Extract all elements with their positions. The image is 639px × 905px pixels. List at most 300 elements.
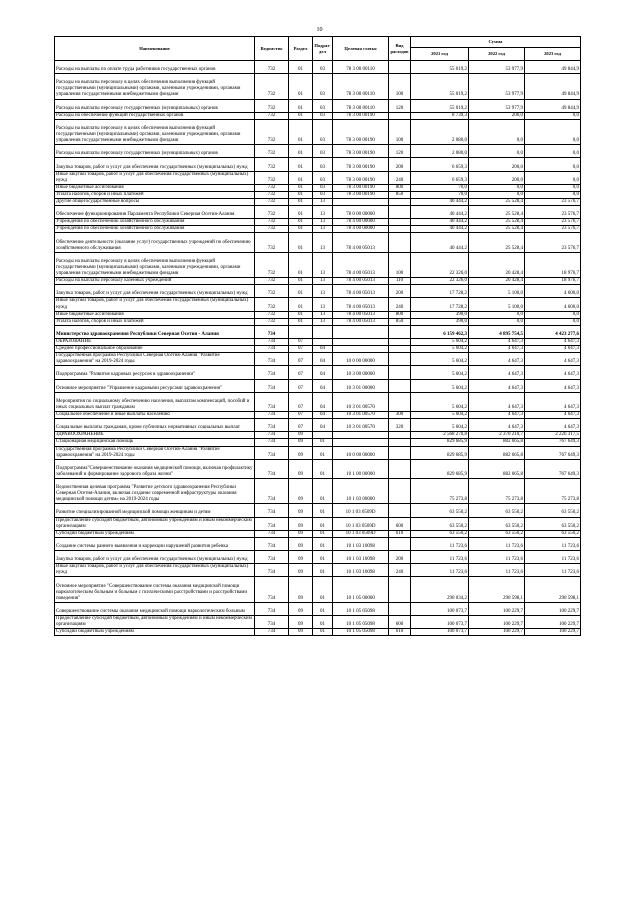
cell-2023: 4 647,3 (525, 379, 581, 392)
cell-ministry: 732 (255, 171, 289, 184)
table-row (55, 318, 581, 325)
cell-exptype (389, 459, 411, 478)
cell-exptype: 120 (389, 145, 411, 158)
cell-2023: 767 649,3 (525, 439, 581, 446)
cell-target (333, 439, 389, 446)
table-row (55, 99, 581, 112)
cell-name: Уплата налогов, сборов и иных платежей (55, 318, 255, 325)
table-row (55, 629, 581, 636)
cell-target: 10 3 01 00570 (333, 392, 389, 411)
cell-2022: 100 229,7 (469, 629, 525, 636)
cell-2021: 6 659,3 (411, 158, 469, 171)
cell-subsection: 01 (313, 537, 333, 550)
cell-subsection: 04 (313, 366, 333, 379)
cell-subsection: 04 (313, 346, 333, 353)
cell-section: 09 (289, 551, 313, 564)
cell-2021: 17 728,2 (411, 298, 469, 311)
cell-section: 09 (289, 459, 313, 478)
cell-exptype: 800 (389, 184, 411, 191)
cell-2023: 4 647,3 (525, 366, 581, 379)
cell-ministry: 732 (255, 61, 289, 74)
cell-2023: 0,0 (525, 171, 581, 184)
cell-target (333, 339, 389, 346)
cell-2022: 5 100,0 (469, 298, 525, 311)
cell-2021: 5 604,2 (411, 419, 469, 432)
cell-ministry: 734 (255, 564, 289, 577)
cell-ministry: 734 (255, 339, 289, 346)
cell-exptype: 100 (389, 74, 411, 99)
cell-2023: 0,0 (525, 311, 581, 318)
cell-section: 01 (289, 184, 313, 191)
cell-section: 01 (289, 99, 313, 112)
cell-target: 10 1 03 10098 (333, 537, 389, 550)
table-row (55, 564, 581, 577)
cell-2022: 4 647,3 (469, 366, 525, 379)
cell-target: 10 1 03 00000 (333, 479, 389, 504)
cell-2022: 0,0 (469, 184, 525, 191)
cell-exptype: 850 (389, 191, 411, 198)
cell-section: 09 (289, 629, 313, 636)
cell-section: 01 (289, 206, 313, 219)
cell-ministry: 732 (255, 158, 289, 171)
table-row (55, 191, 581, 198)
cell-exptype (389, 432, 411, 439)
cell-2022: 0,0 (469, 145, 525, 158)
cell-name: Обеспечение функционирования Парламента Республики Северная Осетия-Алания (55, 206, 255, 219)
cell-2023: 0,0 (525, 145, 581, 158)
cell-target: 78 4 00 05013 (333, 278, 389, 285)
cell-section: 09 (289, 577, 313, 602)
table-row (55, 145, 581, 158)
cell-subsection: 13 (313, 226, 333, 233)
cell-target: 78 4 00 05013 (333, 318, 389, 325)
cell-name: Министерство здравоохранения Республики Северная Осетия - Алания (55, 325, 255, 338)
cell-subsection: 01 (313, 602, 333, 615)
cell-name: Совершенствование системы оказания медицинской помощи наркологическим больным (55, 602, 255, 615)
cell-2021: 22 326,0 (411, 278, 469, 285)
cell-ministry: 734 (255, 537, 289, 550)
cell-name: Предоставление субсидий бюджетным, автономным учреждениям и иным некоммерческим организациям (55, 616, 255, 629)
cell-name: Основное мероприятие "Управление кадровыми ресурсами здравоохранения" (55, 379, 255, 392)
cell-2022: 882 665,8 (469, 439, 525, 446)
cell-name: Расходы на выплаты персоналу в целях обеспечения выполнения функций государственными (муниципальными) органами, казенными учреждениями, органами управления государственными внебюджетными фондами (55, 74, 255, 99)
cell-subsection (313, 339, 333, 346)
table-row (55, 158, 581, 171)
cell-subsection: 03 (313, 184, 333, 191)
cell-section: 09 (289, 504, 313, 517)
cell-exptype (389, 346, 411, 353)
table-row (55, 459, 581, 478)
cell-target: 10 1 05 00000 (333, 577, 389, 602)
cell-target: 78 3 00 00110 (333, 61, 389, 74)
cell-subsection: 03 (313, 145, 333, 158)
cell-exptype (389, 379, 411, 392)
cell-subsection: 03 (313, 119, 333, 144)
cell-2022: 0,0 (469, 311, 525, 318)
cell-exptype: 110 (389, 278, 411, 285)
table-row (55, 298, 581, 311)
cell-exptype (389, 353, 411, 366)
cell-2021: 40 444,2 (411, 199, 469, 206)
cell-2022: 53 977,9 (469, 99, 525, 112)
cell-ministry: 734 (255, 325, 289, 338)
cell-exptype (389, 439, 411, 446)
cell-2023: 63 550,2 (525, 530, 581, 537)
cell-2021: 829 685,9 (411, 459, 469, 478)
cell-exptype: 240 (389, 171, 411, 184)
cell-subsection: 01 (313, 504, 333, 517)
header-exptype: Вид расходов (389, 37, 411, 61)
cell-2021: 829 685,9 (411, 446, 469, 459)
cell-target: 10 3 01 00570 (333, 419, 389, 432)
cell-2021: 2 568 270,8 (411, 432, 469, 439)
cell-2021: 17 728,2 (411, 285, 469, 298)
cell-2023: 0,0 (525, 318, 581, 325)
cell-2023: 4 647,3 (525, 419, 581, 432)
cell-2022: 882 665,8 (469, 459, 525, 478)
cell-2021: 55 019,2 (411, 61, 469, 74)
cell-target (333, 325, 389, 338)
header-section: Раздел (289, 37, 313, 61)
cell-name: Предоставление субсидий бюджетным, автономным учреждениям и иным некоммерческим организациям (55, 517, 255, 530)
cell-2023: 18 976,7 (525, 278, 581, 285)
cell-section: 01 (289, 311, 313, 318)
cell-target: 10 1 03 10098 (333, 564, 389, 577)
cell-name: Учреждения по обеспечению хозяйственного обслуживания (55, 226, 255, 233)
cell-2023: 4 647,3 (525, 339, 581, 346)
cell-name: Закупка товаров, работ и услуг для обеспечения государственных (муниципальных) нужд (55, 551, 255, 564)
cell-name: Обеспечение деятельности (оказание услуг) государственных учреждений по обеспечению хозяйственного обслуживания (55, 233, 255, 252)
cell-exptype (389, 206, 411, 219)
cell-2022: 25 528,4 (469, 206, 525, 219)
cell-exptype (389, 602, 411, 615)
cell-name: Государственная программа Республики Северная Осетия-Алания "Развитие здравоохранения" на 2019-2024 годы (55, 446, 255, 459)
cell-ministry: 734 (255, 629, 289, 636)
cell-subsection (313, 325, 333, 338)
cell-2021: 11 723,6 (411, 537, 469, 550)
cell-2023: 18 976,7 (525, 252, 581, 277)
cell-2021: 5 604,2 (411, 346, 469, 353)
cell-2021: 55 019,2 (411, 99, 469, 112)
cell-2021: 6 159 462,3 (411, 325, 469, 338)
cell-target: 10 1 03 0509D (333, 517, 389, 530)
cell-2022: 20 428,4 (469, 252, 525, 277)
cell-ministry: 734 (255, 530, 289, 537)
cell-section: 09 (289, 479, 313, 504)
cell-name: Создание системы раннего выявления и коррекции нарушений развития ребенка (55, 537, 255, 550)
cell-section: 07 (289, 339, 313, 346)
table-row (55, 392, 581, 411)
cell-ministry: 732 (255, 252, 289, 277)
cell-subsection: 13 (313, 219, 333, 226)
cell-2022: 11 723,6 (469, 551, 525, 564)
cell-section: 09 (289, 616, 313, 629)
cell-subsection: 03 (313, 74, 333, 99)
cell-section: 09 (289, 602, 313, 615)
cell-2022: 11 723,6 (469, 537, 525, 550)
table-row (55, 233, 581, 252)
cell-target (333, 432, 389, 439)
cell-ministry: 732 (255, 184, 289, 191)
cell-section: 09 (289, 517, 313, 530)
table-body (55, 61, 581, 636)
cell-subsection: 01 (313, 479, 333, 504)
cell-ministry: 734 (255, 602, 289, 615)
cell-subsection: 01 (313, 517, 333, 530)
cell-2023: 4 647,3 (525, 346, 581, 353)
cell-2021: 390,0 (411, 318, 469, 325)
table-row (55, 339, 581, 346)
cell-ministry: 734 (255, 446, 289, 459)
cell-ministry: 732 (255, 298, 289, 311)
cell-name: Расходы на выплаты по оплате труда работников государственных органов (55, 61, 255, 74)
cell-ministry: 734 (255, 392, 289, 411)
cell-exptype: 100 (389, 119, 411, 144)
cell-2022: 200,0 (469, 112, 525, 119)
cell-exptype (389, 392, 411, 411)
cell-name: Иные бюджетные ассигнования (55, 184, 255, 191)
cell-2023: 23 576,7 (525, 199, 581, 206)
cell-2023: 767 649,3 (525, 459, 581, 478)
cell-name: Расходы на выплаты персоналу в целях обеспечения выполнения функций государственными (муниципальными) органами, казенными учреждениями, органами управления государственными внебюджетными фондами (55, 119, 255, 144)
table-row (55, 112, 581, 119)
cell-name: Развитие специализированной медицинской помощи женщинам и детям (55, 504, 255, 517)
cell-ministry: 734 (255, 419, 289, 432)
cell-ministry: 734 (255, 479, 289, 504)
cell-name: Среднее профессиональное образование (55, 346, 255, 353)
cell-target: 10 1 05 05098 (333, 616, 389, 629)
cell-2021: 2 080,0 (411, 119, 469, 144)
cell-subsection: 01 (313, 459, 333, 478)
cell-exptype: 200 (389, 285, 411, 298)
cell-2022: 100 229,7 (469, 602, 525, 615)
table-row (55, 537, 581, 550)
cell-2022: 5 100,0 (469, 285, 525, 298)
cell-section: 07 (289, 419, 313, 432)
cell-exptype: 200 (389, 158, 411, 171)
cell-name: Государственная программа Республики Северная Осетия-Алания "Развитие здравоохранения" на 2019-2024 годы (55, 353, 255, 366)
table-row (55, 577, 581, 602)
table-row (55, 602, 581, 615)
cell-exptype (389, 577, 411, 602)
cell-target: 10 1 05 05098 (333, 602, 389, 615)
header-2021: 2021 год (411, 48, 469, 61)
cell-ministry: 734 (255, 577, 289, 602)
cell-subsection: 13 (313, 199, 333, 206)
cell-2023: 4 647,3 (525, 392, 581, 411)
cell-2021: 40 444,2 (411, 219, 469, 226)
cell-section: 01 (289, 285, 313, 298)
cell-target: 78 4 00 05013 (333, 233, 389, 252)
cell-2023: 23 576,7 (525, 233, 581, 252)
cell-section: 09 (289, 537, 313, 550)
cell-2021: 11 723,6 (411, 551, 469, 564)
cell-subsection: 03 (313, 61, 333, 74)
cell-2023: 23 576,7 (525, 226, 581, 233)
cell-target: 10 3 01 00000 (333, 379, 389, 392)
cell-name: Расходы на выплаты персоналу казенных учреждений (55, 278, 255, 285)
cell-2021: 5 604,2 (411, 366, 469, 379)
cell-target: 78 3 00 00110 (333, 74, 389, 99)
cell-2021: 6 659,3 (411, 171, 469, 184)
cell-subsection: 04 (313, 412, 333, 419)
cell-ministry: 734 (255, 616, 289, 629)
cell-2022: 4 895 754,5 (469, 325, 525, 338)
cell-name: Подпрограмма "Развитие кадровых ресурсов в здравоохранении" (55, 366, 255, 379)
cell-2022: 63 550,2 (469, 504, 525, 517)
cell-ministry: 734 (255, 459, 289, 478)
cell-2023: 4 423 277,6 (525, 325, 581, 338)
cell-2021: 55 019,2 (411, 74, 469, 99)
cell-2021: 390,0 (411, 311, 469, 318)
cell-subsection: 01 (313, 629, 333, 636)
cell-exptype: 240 (389, 298, 411, 311)
table-row (55, 439, 581, 446)
cell-name: Ведомственная целевая программа "Развитие детского здравоохранения Республики Северная Осетия-Алания, включая создание современной инфраструктуры оказания медицинской помощи детям» на 2019-2024 годы (55, 479, 255, 504)
cell-ministry: 732 (255, 206, 289, 219)
cell-name: Иные бюджетные ассигнования (55, 311, 255, 318)
cell-section: 09 (289, 564, 313, 577)
cell-2023: 100 229,7 (525, 616, 581, 629)
table-row (55, 285, 581, 298)
cell-ministry: 734 (255, 346, 289, 353)
table-row (55, 419, 581, 432)
cell-name: Расходы на выплаты персоналу государственных (муниципальных) органов (55, 99, 255, 112)
cell-2023: 0,0 (525, 158, 581, 171)
cell-name: Субсидии бюджетным учреждениям (55, 629, 255, 636)
cell-subsection: 13 (313, 318, 333, 325)
cell-name: Расходы на обеспечение функций государственных органов (55, 112, 255, 119)
cell-target: 78 3 00 00190 (333, 184, 389, 191)
cell-2022: 0,0 (469, 191, 525, 198)
cell-exptype (389, 61, 411, 74)
cell-2022: 2 370 210,7 (469, 432, 525, 439)
cell-name: Субсидии бюджетным учреждениям (55, 530, 255, 537)
cell-ministry: 734 (255, 379, 289, 392)
cell-section: 01 (289, 171, 313, 184)
header-2023: 2023 год (525, 48, 581, 61)
cell-section: 01 (289, 233, 313, 252)
cell-exptype (389, 325, 411, 338)
cell-ministry: 734 (255, 412, 289, 419)
cell-ministry: 732 (255, 119, 289, 144)
cell-2022: 20 428,4 (469, 278, 525, 285)
cell-ministry: 732 (255, 112, 289, 119)
cell-exptype: 100 (389, 252, 411, 277)
cell-exptype (389, 226, 411, 233)
cell-target: 78 4 00 05013 (333, 311, 389, 318)
cell-section: 01 (289, 119, 313, 144)
cell-ministry: 732 (255, 226, 289, 233)
cell-2022: 25 528,4 (469, 226, 525, 233)
cell-target: 10 1 00 00000 (333, 459, 389, 478)
cell-2023: 11 723,6 (525, 537, 581, 550)
cell-2022: 290 598,1 (469, 577, 525, 602)
header-sum: Сумма (411, 37, 581, 48)
cell-name: Закупка товаров, работ и услуг для обеспечения государственных (муниципальных) нужд (55, 285, 255, 298)
cell-exptype: 600 (389, 616, 411, 629)
cell-section: 09 (289, 439, 313, 446)
cell-2023: 11 723,6 (525, 564, 581, 577)
cell-section: 01 (289, 145, 313, 158)
cell-2021: 40 444,2 (411, 233, 469, 252)
cell-section: 07 (289, 346, 313, 353)
cell-ministry: 732 (255, 233, 289, 252)
cell-ministry: 732 (255, 99, 289, 112)
cell-ministry: 734 (255, 432, 289, 439)
cell-subsection: 13 (313, 233, 333, 252)
cell-2022: 200,0 (469, 171, 525, 184)
cell-target (333, 346, 389, 353)
cell-2023: 767 649,3 (525, 446, 581, 459)
cell-section: 07 (289, 412, 313, 419)
cell-2021: 5 604,2 (411, 339, 469, 346)
cell-subsection: 13 (313, 311, 333, 318)
cell-ministry: 734 (255, 353, 289, 366)
table-row (55, 226, 581, 233)
table-row (55, 206, 581, 219)
cell-2023: 100 229,7 (525, 629, 581, 636)
cell-exptype: 800 (389, 311, 411, 318)
cell-2021: 11 723,6 (411, 564, 469, 577)
cell-2023: 0,0 (525, 112, 581, 119)
cell-2021: 22 326,0 (411, 252, 469, 277)
cell-exptype (389, 504, 411, 517)
cell-2021: 75 273,8 (411, 479, 469, 504)
cell-target: 10 1 03 0509D (333, 530, 389, 537)
cell-ministry: 732 (255, 318, 289, 325)
cell-subsection: 03 (313, 112, 333, 119)
cell-ministry: 732 (255, 74, 289, 99)
cell-2022: 100 229,7 (469, 616, 525, 629)
header-2022: 2022 год (469, 48, 525, 61)
cell-subsection: 13 (313, 285, 333, 298)
cell-target: 78 4 00 05013 (333, 252, 389, 277)
cell-ministry: 732 (255, 199, 289, 206)
cell-2022: 4 647,3 (469, 339, 525, 346)
cell-name: Социальные выплаты гражданам, кроме публичных нормативных социальных выплат (55, 419, 255, 432)
cell-section: 01 (289, 278, 313, 285)
table-row (55, 184, 581, 191)
cell-2023: 63 550,2 (525, 517, 581, 530)
cell-2021: 5 604,2 (411, 412, 469, 419)
table-row (55, 311, 581, 318)
cell-target: 78 0 00 00000 (333, 206, 389, 219)
cell-2022: 53 977,9 (469, 74, 525, 99)
table-row (55, 504, 581, 517)
cell-2023: 75 273,8 (525, 479, 581, 504)
cell-2022: 200,0 (469, 158, 525, 171)
cell-2021: 5 604,2 (411, 379, 469, 392)
cell-name: Иные закупки товаров, работ и услуг для обеспечения государственных (муниципальных) нужд (55, 171, 255, 184)
table-row (55, 278, 581, 285)
cell-exptype (389, 219, 411, 226)
cell-section: 07 (289, 392, 313, 411)
cell-target: 78 4 00 00000 (333, 219, 389, 226)
cell-target: 78 3 00 00190 (333, 112, 389, 119)
cell-2023: 4 600,0 (525, 285, 581, 298)
cell-subsection: 01 (313, 530, 333, 537)
cell-2023: 0,0 (525, 184, 581, 191)
table-row (55, 551, 581, 564)
cell-2022: 25 528,4 (469, 199, 525, 206)
cell-target: 78 3 00 00110 (333, 99, 389, 112)
cell-exptype (389, 112, 411, 119)
cell-section: 07 (289, 366, 313, 379)
cell-exptype (389, 339, 411, 346)
cell-2022: 53 977,9 (469, 61, 525, 74)
cell-exptype: 120 (389, 99, 411, 112)
